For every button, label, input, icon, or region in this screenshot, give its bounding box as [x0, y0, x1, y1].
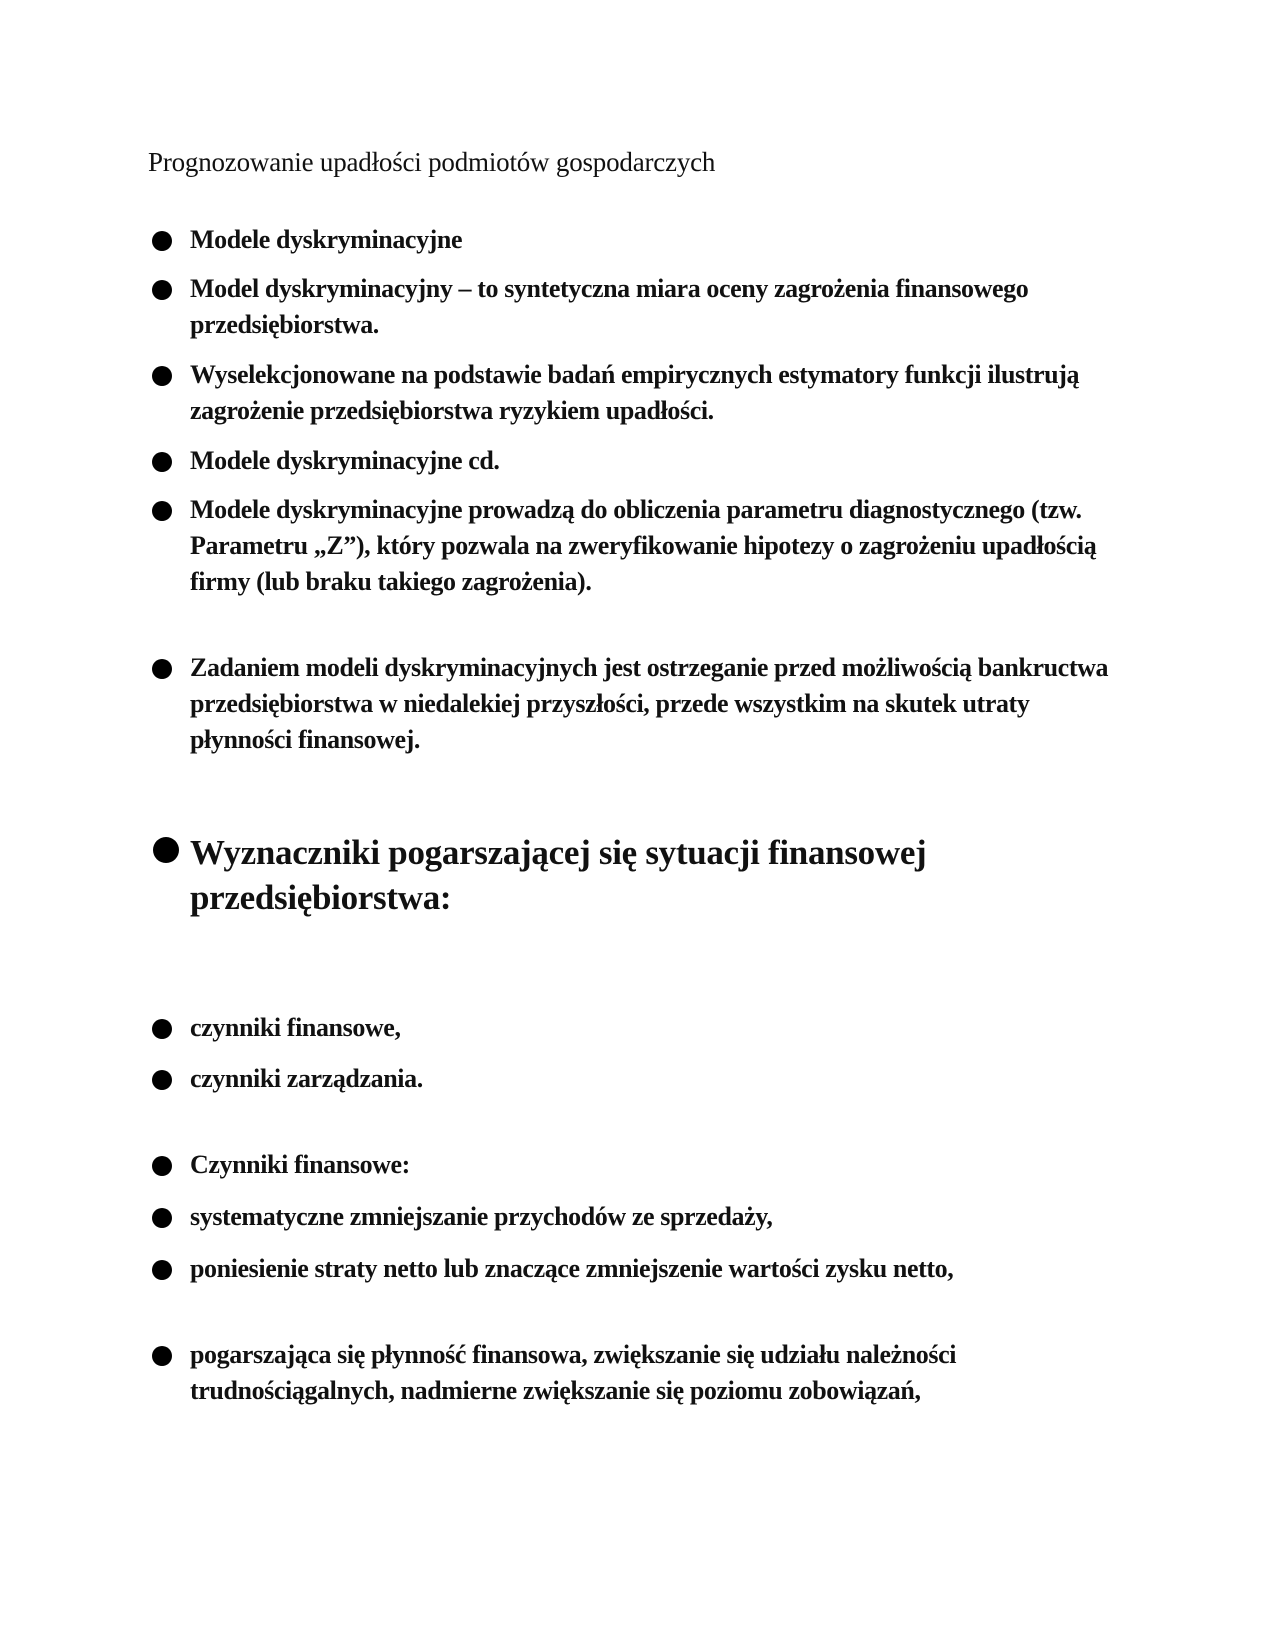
bullet-icon: [152, 1156, 172, 1176]
bullet-item-heading: [190, 830, 1120, 920]
bullet-text: Modele dyskryminacyjne cd.: [190, 446, 500, 475]
bullet-icon: [152, 1070, 172, 1090]
bullet-item: [190, 271, 1120, 343]
bullet-item: [190, 1337, 1120, 1409]
bullet-text: Czynniki finansowe:: [190, 1150, 410, 1179]
bullet-text: czynniki zarządzania.: [190, 1064, 423, 1093]
bullet-icon: [152, 1346, 172, 1366]
bullet-icon: [152, 1208, 172, 1228]
document-title: Prognozowanie upadłości podmiotów gospodarczych: [148, 147, 716, 177]
bullet-item: [190, 1251, 1120, 1287]
bullet-text: Wyznaczniki pogarszającej się sytuacji finansowej przedsiębiorstwa:: [190, 833, 927, 917]
bullet-item: [190, 1199, 1120, 1235]
bullet-text: Zadaniem modeli dyskryminacyjnych jest ostrzeganie przed możliwością bankructwa przedsiębiorstwa w niedalekiej przyszłości, przede wszystkim na skutek utraty płynności finansowej.: [190, 653, 1109, 754]
bullet-item: [190, 1010, 1120, 1046]
bullet-icon: [152, 1260, 172, 1280]
bullet-item: [190, 1147, 1120, 1183]
bullet-icon: [153, 837, 179, 863]
bullet-text: Model dyskryminacyjny – to syntetyczna miara oceny zagrożenia finansowego przedsiębiorstwa.: [190, 274, 1029, 339]
bullet-text: poniesienie straty netto lub znaczące zmniejszenie wartości zysku netto,: [190, 1254, 954, 1283]
bullet-icon: [152, 366, 172, 386]
bullet-icon: [152, 659, 172, 679]
bullet-text: systematyczne zmniejszanie przychodów ze sprzedaży,: [190, 1202, 773, 1231]
bullet-icon: [152, 501, 172, 521]
bullet-item: [190, 357, 1120, 429]
bullet-item: [190, 650, 1120, 758]
bullet-text: czynniki finansowe,: [190, 1013, 401, 1042]
bullet-icon: [152, 231, 172, 251]
bullet-item: [190, 222, 1120, 258]
bullet-item: [190, 492, 1120, 600]
bullet-icon: [152, 1019, 172, 1039]
bullet-item: [190, 1061, 1120, 1097]
bullet-icon: [152, 452, 172, 472]
bullet-text: Modele dyskryminacyjne prowadzą do obliczenia parametru diagnostycznego (tzw. Parametru „Z”), który pozwala na zweryfikowanie hipotezy o zagrożeniu upadłością firmy (lub braku takiego zagrożenia).: [190, 495, 1097, 596]
bullet-text: pogarszająca się płynność finansowa, zwiększanie się udziału należności trudnościągalnych, nadmierne zwiększanie się poziomu zobowiązań,: [190, 1340, 957, 1405]
bullet-text: Wyselekcjonowane na podstawie badań empirycznych estymatory funkcji ilustrują zagrożenie przedsiębiorstwa ryzykiem upadłości.: [190, 360, 1080, 425]
bullet-icon: [152, 280, 172, 300]
bullet-item: [190, 443, 1120, 479]
bullet-text: Modele dyskryminacyjne: [190, 225, 463, 254]
